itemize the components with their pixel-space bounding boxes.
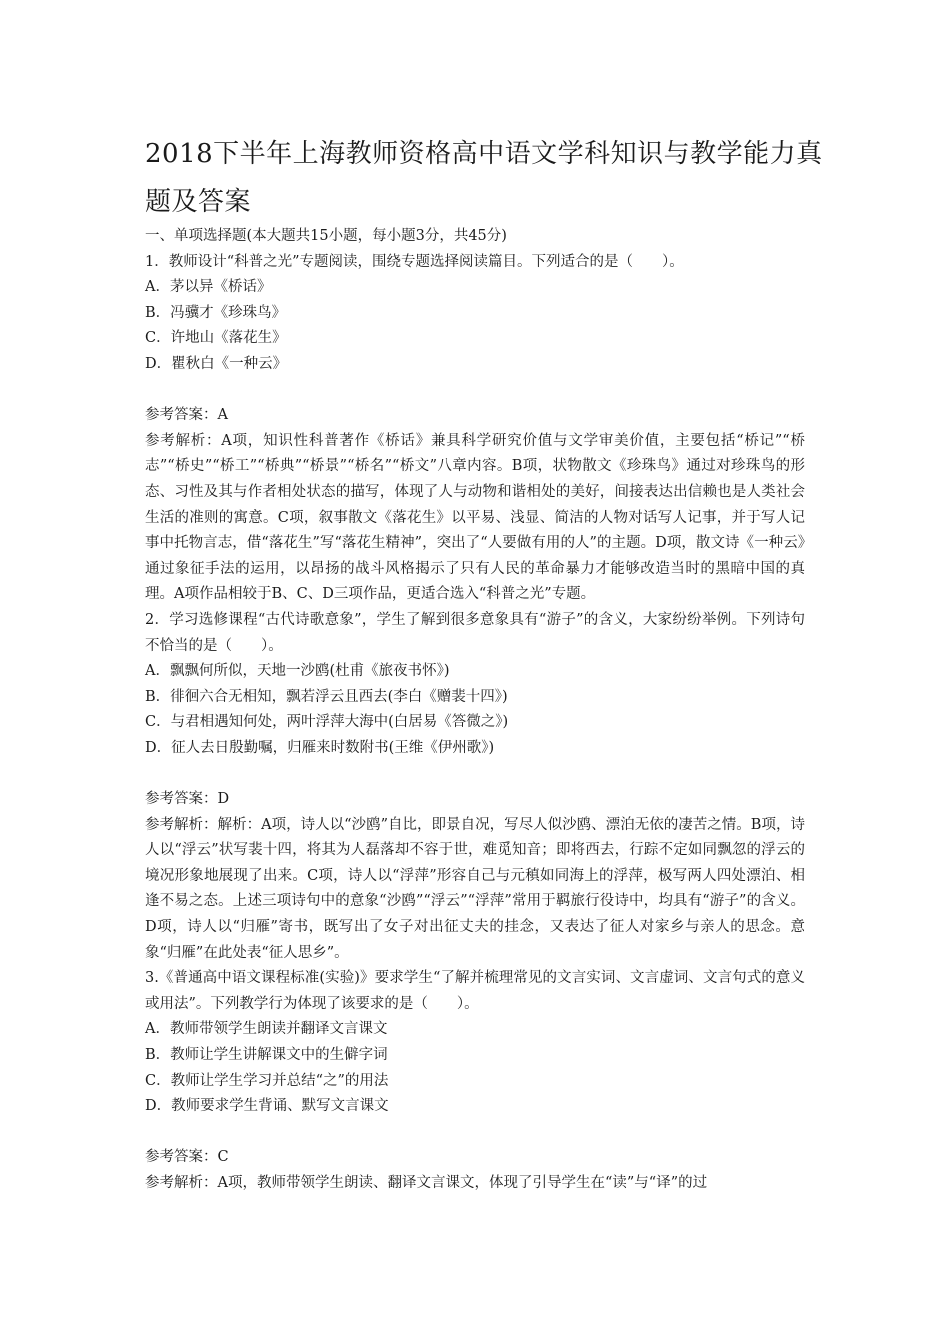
analysis: 参考解析：A项，知识性科普著作《桥话》兼具科学研究价值与文学审美价值，主要包括“桥记”“桥志”“桥史”“桥工”“桥典”“桥景”“桥名”“桥文”八章内容。B项，状物散文《珍珠鸟》通过对珍珠鸟的形态、习性及其与作者相处状态的描写，体现了人与动物和谐相处的美好，间接表达出信赖也是人类社会生活的准则的寓意。C项，叙事散文《落花生》以平易、浅显、简洁的人物对话写人记事，并于写人记事中托物言志，借“落花生”写“落花生精神”，突出了“人要做有用的人”的主题。D项，散文诗《一种云》通过象征手法的运用，以昂扬的战斗风格揭示了只有人民的革命暴力才能够改造当时的黑暗中国的真理。A项作品相较于B、C、D三项作品，更适合选入“科普之光”专题。 [145, 432, 805, 603]
question-2 [145, 608, 805, 966]
document-title [145, 130, 845, 226]
document-body [145, 224, 805, 1197]
analysis: 参考解析：A项，教师带领学生朗读、翻译文言课文，体现了引导学生在“读”与“译”的过 [145, 1174, 708, 1191]
spacer [145, 1120, 805, 1146]
spacer [145, 761, 805, 787]
title-line-2: 题及答案 [145, 187, 252, 217]
option-c: C．教师让学生学习并总结“之”的用法 [145, 1072, 389, 1089]
question-3 [145, 966, 805, 1196]
spacer [145, 378, 805, 404]
question-stem: 3.《普通高中语文课程标准(实验)》要求学生“了解并梳理常见的文言实词、文言虚词、文言句式的意义或用法”。下列教学行为体现了该要求的是（ ）。 [145, 970, 805, 1012]
answer: 参考答案：C [145, 1149, 229, 1166]
section-heading: 一、单项选择题(本大题共15小题，每小题3分，共45分) [145, 228, 507, 244]
answer: 参考答案：A [145, 407, 228, 424]
analysis: 参考解析：解析：A项，诗人以“沙鸥”自比，即景自况，写尽人似沙鸥、漂泊无依的凄苦之情。B项，诗人以“浮云”状写裴十四，将其为人磊落却不容于世，难觅知音；即将西去，行踪不定如同飘忽的浮云的境况形象地展现了出来。C项，诗人以“浮萍”形容自己与元稹如同海上的浮萍，极写两人四处漂泊、相逢不易之态。上述三项诗句中的意象“沙鸥”“浮云”“浮萍”常用于羁旅行役诗中，均具有“游子”的含义。D项，诗人以“归雁”寄书，既写出了女子对出征丈夫的挂念，又表达了征人对家乡与亲人的思念。意象“归雁”在此处表“征人思乡”。 [145, 816, 805, 961]
option-d: D．教师要求学生背诵、默写文言课文 [145, 1098, 389, 1115]
title-line-1: 2018下半年上海教师资格高中语文学科知识与教学能力真 [145, 139, 823, 169]
option-b: B．徘徊六合无相知，飘若浮云且西去(李白《赠裴十四》) [145, 688, 508, 705]
option-a: A．茅以异《桥话》 [145, 279, 272, 296]
question-stem: 2．学习选修课程“古代诗歌意象”，学生了解到很多意象具有“游子”的含义，大家纷纷举例。下列诗句不恰当的是（ ）。 [145, 611, 805, 654]
option-a: A．飘飘何所似，天地一沙鸥(杜甫《旅夜书怀》) [145, 663, 450, 680]
option-d: D．征人去日殷勤嘱，归雁来时数附书(王维《伊州歌》) [145, 739, 495, 756]
option-d: D．瞿秋白《一种云》 [145, 355, 288, 372]
answer: 参考答案：D [145, 791, 230, 808]
question-1 [145, 250, 805, 608]
option-b: B．冯骥才《珍珠鸟》 [145, 304, 287, 321]
option-c: C．许地山《落花生》 [145, 330, 287, 347]
question-stem: 1．教师设计“科普之光”专题阅读，围绕专题选择阅读篇目。下列适合的是（ ）。 [145, 253, 684, 270]
option-a: A．教师带领学生朗读并翻译文言课文 [145, 1021, 388, 1038]
option-c: C．与君相遇知何处，两叶浮萍大海中(白居易《答微之》) [145, 714, 509, 731]
option-b: B．教师让学生讲解课文中的生僻字词 [145, 1047, 388, 1063]
